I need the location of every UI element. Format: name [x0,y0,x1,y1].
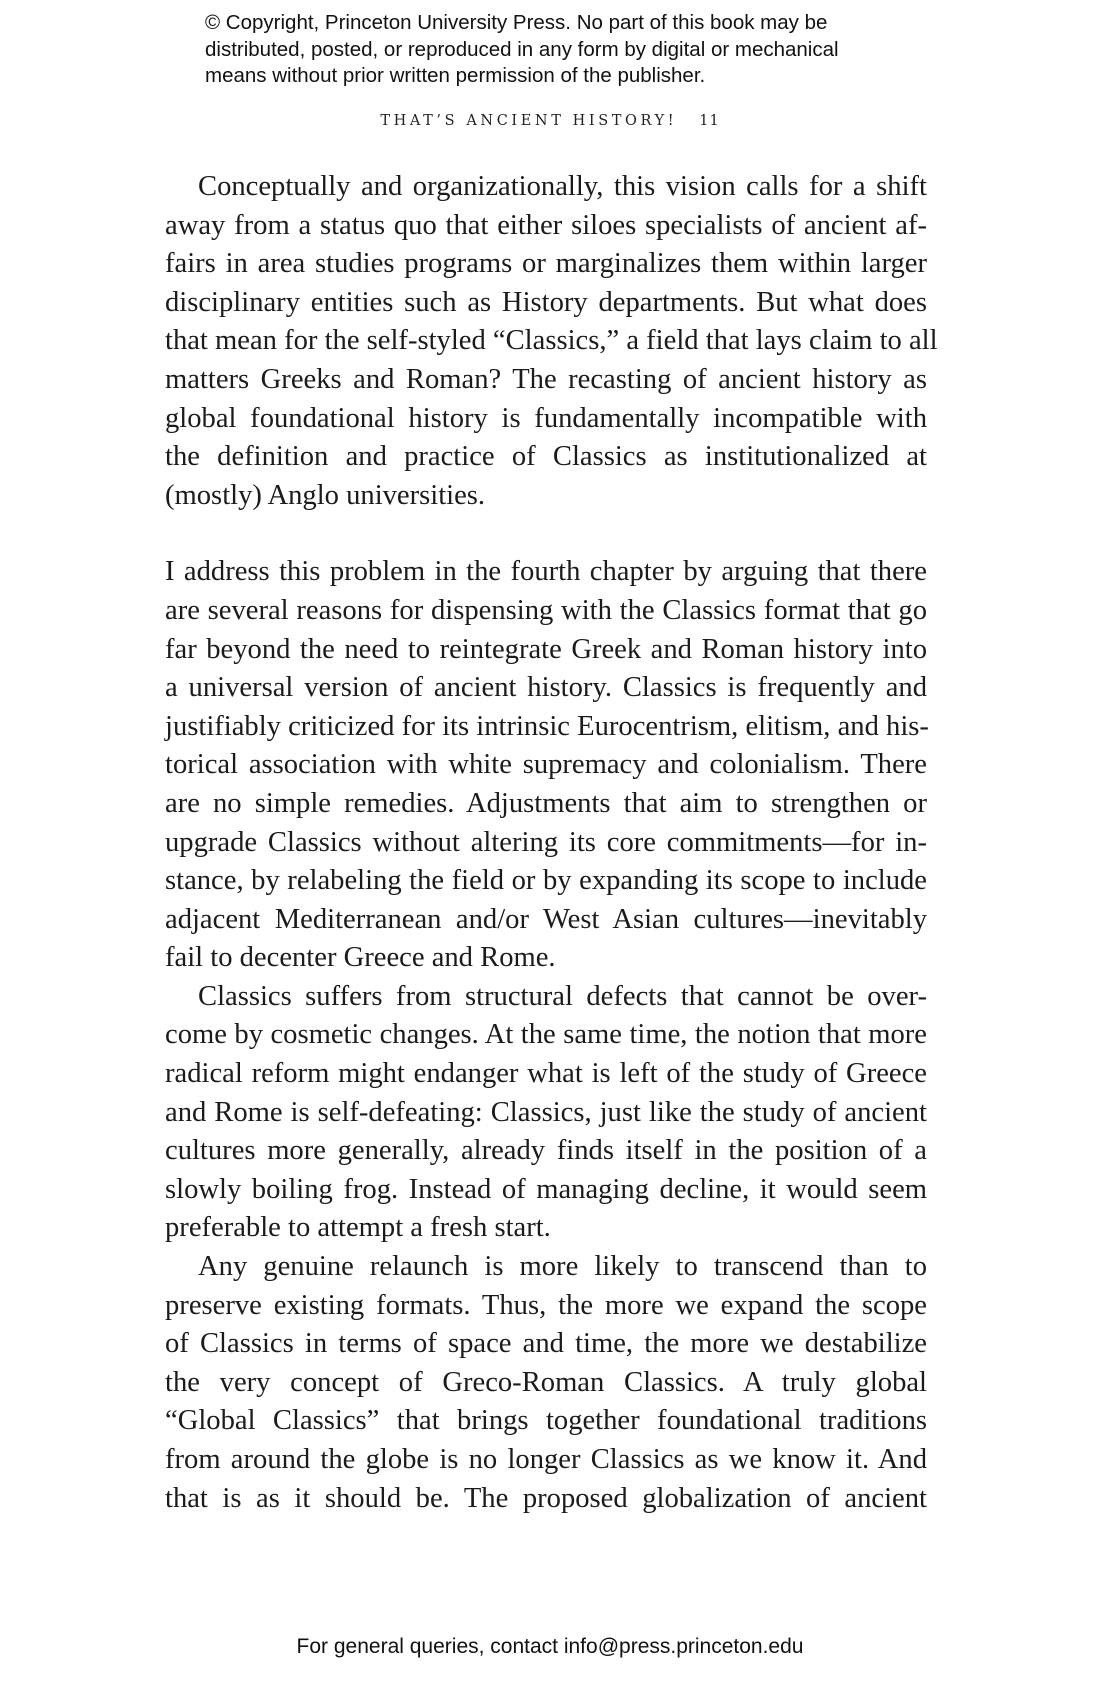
copyright-notice-line: © Copyright, Princeton University Press. No part of this book may be [205,11,828,34]
text-line: a universal version of ancient history. Classics is frequently and [165,672,927,704]
copyright-notice-line: distributed, posted, or reproduced in any form by digital or mechanical [205,37,839,61]
running-head [0,113,1100,129]
copyright-notice-line: means without prior written permission of the publisher. [205,64,706,87]
text-line: adjacent Mediterranean and/or West Asian cultures—inevitably [165,903,927,935]
text-line: of Classics in terms of space and time, the more we destabilize [165,1328,927,1360]
text-line: are no simple remedies. Adjustments that aim to strengthen or [165,787,927,819]
text-line: disciplinary entities such as History departments. But what does [165,286,927,318]
text-line: cultures more generally, already finds itself in the position of a [165,1135,927,1167]
text-line: that is as it should be. The proposed globalization of ancient [165,1482,927,1514]
text-line: fairs in area studies programs or marginalizes them within larger [165,248,927,280]
text-line: come by cosmetic changes. At the same time, the notion that more [165,1019,927,1051]
paragraph-2 [165,553,927,978]
text-line: far beyond the need to reintegrate Greek and Roman history into [165,633,927,665]
text-line: that mean for the self-styled “Classics,” a field that lays claim to all [165,325,938,357]
text-line: stance, by relabeling the field or by expanding its scope to include [165,865,927,897]
text-line: Conceptually and organizationally, this vision calls for a shift [198,171,927,202]
paragraph-3 [165,978,927,1248]
text-line: away from a status quo that either siloes specialists of ancient af- [165,209,927,241]
text-line: the very concept of Greco-Roman Classics. A truly global [165,1366,927,1398]
paragraph-4 [165,1248,927,1518]
text-line: and Rome is self-defeating: Classics, just like the study of ancient [165,1096,927,1128]
text-line: are several reasons for dispensing with the Classics format that go [165,594,927,626]
text-line: global foundational history is fundamentally incompatible with [165,402,927,434]
text-line: (mostly) Anglo universities. [165,479,486,511]
page-number: 11 [699,113,720,129]
footer-contact: For general queries, contact info@press.princeton.edu [296,1635,804,1658]
text-line: preferable to attempt a fresh start. [165,1212,551,1244]
text-line: fail to decenter Greece and Rome. [165,942,556,974]
text-line: Any genuine relaunch is more likely to transcend than to [198,1251,927,1283]
text-line: the definition and practice of Classics as institutionalized at [165,441,927,473]
running-head-title: THAT’S ANCIENT HISTORY! [380,113,678,129]
text-line: matters Greeks and Roman? The recasting of ancient history as [165,363,927,395]
text-line: radical reform might endanger what is left of the study of Greece [165,1058,927,1090]
text-line: Classics suffers from structural defects that cannot be over- [198,980,927,1012]
section-break [165,515,927,553]
text-line: from around the globe is no longer Classics as we know it. And [165,1444,927,1475]
copyright-notice [205,10,965,90]
text-line: slowly boiling frog. Instead of managing decline, it would seem [165,1173,927,1205]
paragraph-1 [165,168,938,515]
text-line: “Global Classics” that brings together foundational traditions [165,1405,927,1437]
text-line: I address this problem in the fourth chapter by arguing that there [165,556,927,588]
body-text [165,168,938,1518]
text-line: upgrade Classics without altering its core commitments—for in- [165,826,927,858]
text-line: justifiably criticized for its intrinsic Eurocentrism, elitism, and his- [165,710,929,742]
text-line: preserve existing formats. Thus, the more we expand the scope [165,1289,927,1321]
text-line: torical association with white supremacy and colonialism. There [165,749,927,781]
